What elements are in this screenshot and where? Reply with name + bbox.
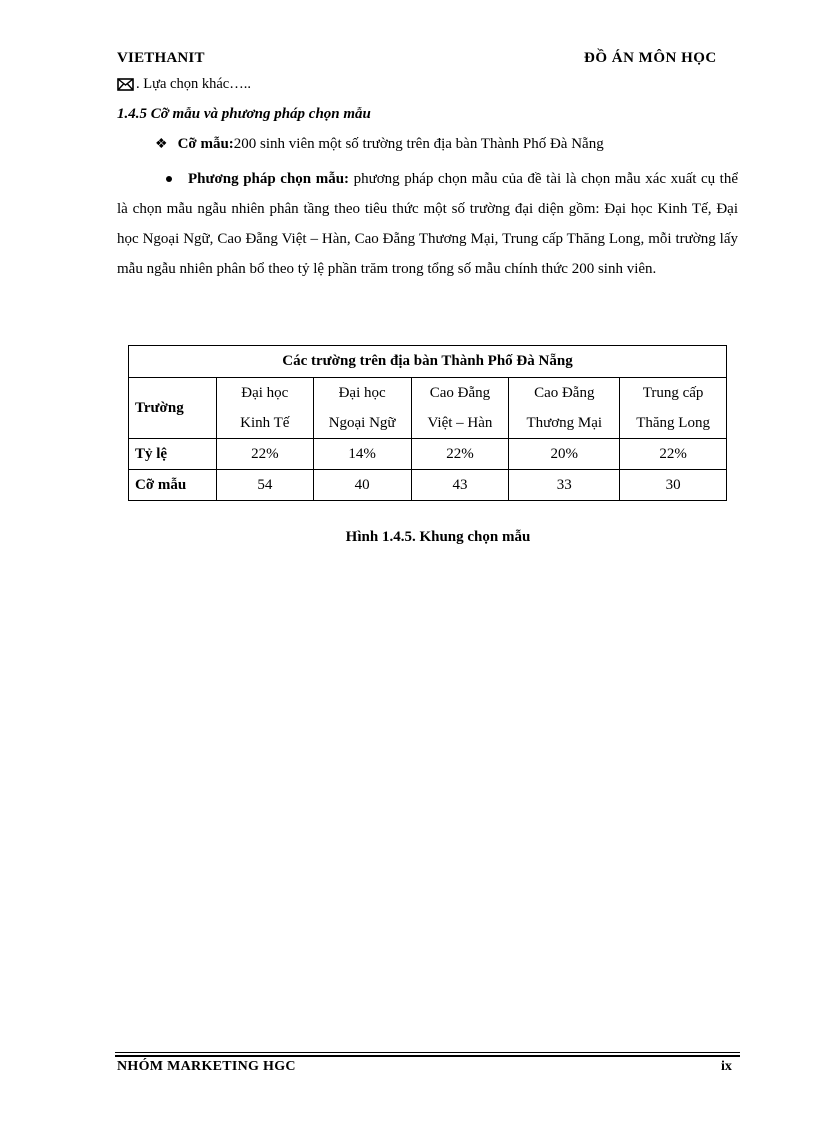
school-cell: Cao Đẵng Việt – Hàn <box>411 378 509 439</box>
table-row <box>129 470 727 501</box>
size-cell: 43 <box>411 470 509 501</box>
method-text: phương pháp chọn mẫu của đề tài là chọn mẫu xác xuất cụ thể là chọn mẫu ngẫu nhiên phân tầng theo tiêu thức một số trường đại diện gồm: Đại học Kinh Tế, Đại học Ngoại Ngữ, Cao Đẵng Việt – Hàn, Cao Đẵng Thương Mại, Trung cấp Thăng Long, mỗi trường lấy mẫu ngẫu nhiên phân bổ theo tỷ lệ phần trăm trong tổng số mẫu chính thức 200 sinh viên. <box>117 171 738 277</box>
ratio-cell: 22% <box>411 439 509 470</box>
school-cell: Đại học Ngoại Ngữ <box>313 378 411 439</box>
header-left: VIETHANIT <box>117 50 205 66</box>
option-line <box>117 76 251 93</box>
sample-size-item <box>155 136 604 153</box>
size-cell: 40 <box>313 470 411 501</box>
school-cell: Cao Đẵng Thương Mại <box>509 378 620 439</box>
row-header-ratio: Tỷ lệ <box>129 439 217 470</box>
diamond-bullet-icon: ❖ <box>155 137 168 152</box>
sample-frame-table <box>128 345 727 501</box>
row-header-school: Trường <box>129 378 217 439</box>
ratio-cell: 22% <box>216 439 313 470</box>
size-cell: 54 <box>216 470 313 501</box>
sample-size-label: Cỡ mẫu: <box>177 136 234 152</box>
school-cell: Trung cấp Thăng Long <box>620 378 727 439</box>
method-paragraph <box>117 164 738 284</box>
size-cell: 33 <box>509 470 620 501</box>
footer-left: NHÓM MARKETING HGC <box>117 1059 296 1074</box>
table-caption-row <box>129 346 727 378</box>
header-right: ĐỒ ÁN MÔN HỌC <box>584 50 717 66</box>
footer-rule-thick <box>115 1055 740 1057</box>
sample-size-text: 200 sinh viên một số trường trên địa bàn Thành Phố Đà Nẵng <box>233 136 604 152</box>
page-number: ix <box>721 1059 732 1074</box>
option-text: . Lựa chọn khác….. <box>136 76 251 92</box>
ratio-cell: 20% <box>509 439 620 470</box>
size-cell: 30 <box>620 470 727 501</box>
ratio-cell: 14% <box>313 439 411 470</box>
row-header-size: Cỡ mẫu <box>129 470 217 501</box>
school-cell: Đại học Kinh Tế <box>216 378 313 439</box>
table-caption: Các trường trên địa bàn Thành Phố Đà Nẵng <box>129 346 727 378</box>
envelope-icon <box>117 78 134 91</box>
figure-caption: Hình 1.4.5. Khung chọn mẫu <box>345 529 531 545</box>
bullet-dot-icon <box>166 176 172 182</box>
table-row <box>129 439 727 470</box>
footer-rule-thin <box>115 1052 740 1053</box>
section-heading: 1.4.5 Cỡ mẫu và phương pháp chọn mẫu <box>117 106 371 122</box>
table-row <box>129 378 727 439</box>
ratio-cell: 22% <box>620 439 727 470</box>
method-label: Phương pháp chọn mẫu: <box>188 171 350 187</box>
